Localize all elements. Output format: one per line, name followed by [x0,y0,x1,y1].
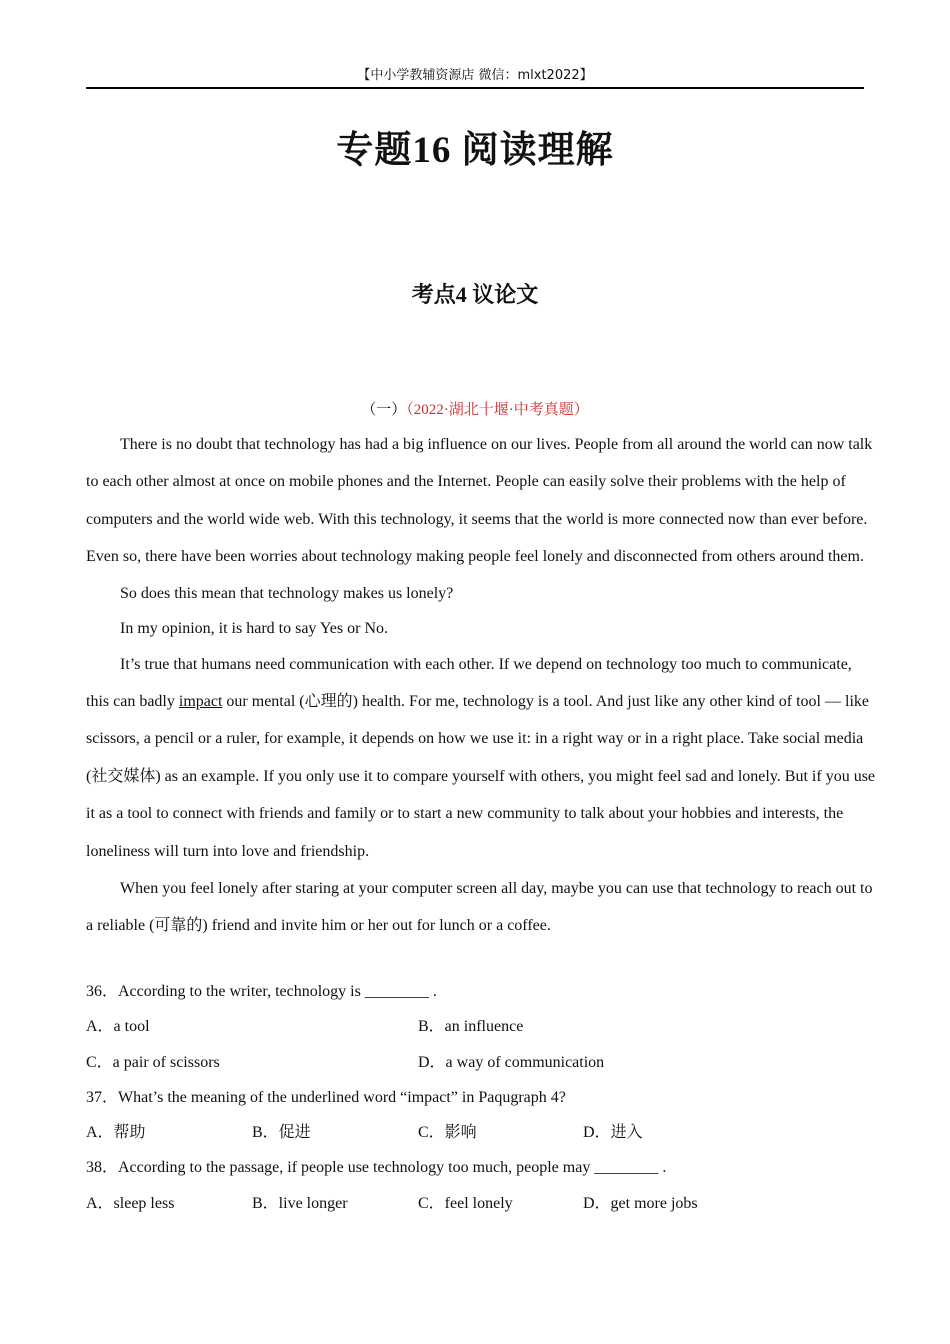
question-36-options-row-1 [86,1009,876,1044]
question-37-option-c: C．影响 [418,1124,477,1142]
passage-number: （一） [361,402,407,418]
question-38-options [86,1186,876,1221]
question-36-options-row-2 [86,1045,876,1080]
question-38-stem: 38．According to the passage, if people use technology too much, people may ________ . [86,1159,667,1177]
question-38-option-a: A．sleep less [86,1194,175,1212]
question-36-option-b: B．an influence [418,1018,524,1036]
header-divider [86,87,864,89]
question-list [86,974,876,1221]
question-37-option-b: B．促进 [252,1124,311,1142]
question-36-stem: 36．According to the writer, technology is ________ . [86,983,437,1000]
paragraph-3: In my opinion, it is hard to say Yes or No. [120,619,388,637]
section-subtitle: 考点4 议论文 [411,282,539,307]
paragraph-4 [86,646,876,870]
question-36-option-d: D．a way of communication [418,1053,605,1071]
question-36-option-c: C．a pair of scissors [86,1053,220,1071]
question-37-option-d: D．进入 [583,1124,643,1142]
question-37-option-a: A．帮助 [86,1124,146,1142]
page-header: 【中小学教辅资源店 微信：mlxt2022】 [357,68,593,83]
exam-source-label: （2022·湖北十堰·中考真题） [406,402,589,418]
page-title: 专题16 阅读理解 [336,130,614,171]
question-38-option-b: B．live longer [252,1194,348,1212]
question-38-option-c: C．feel lonely [418,1194,513,1212]
question-37-options [86,1115,876,1150]
paragraph-2: So does this mean that technology makes us lonely? [120,584,454,602]
reading-passage [86,426,876,945]
paragraph-4-start: It’s true that humans need communication with each other. If we depend on technology too much to communicate, this can badly [86,655,852,711]
question-38-option-d: D．get more jobs [583,1194,698,1212]
underlined-word: impact [178,693,223,711]
paragraph-4-end: our mental (心理的) health. For me, technology is a tool. And just like any other kind of tool — like scissors, a pencil or a ruler, for example, it depends on how we use it: in a right way or in a right place. Take social media (社交媒体) as an example. If you only use it to compare yourself with others, you might feel sad and lonely. But if you use it as a tool to connect with friends and family or to start a new community to talk about your hobbies and interests, the loneliness will turn into love and friendship. [86,693,876,860]
question-36-option-a: A．a tool [86,1018,150,1036]
paragraph-5: When you feel lonely after staring at your computer screen all day, maybe you can use that technology to reach out to a reliable (可靠的) friend and invite him or her out for lunch or a coffee. [86,880,873,935]
question-37-stem: 37．What’s the meaning of the underlined word “impact” in Paqugraph 4? [86,1088,566,1106]
paragraph-1: There is no doubt that technology has had a big influence on our lives. People from all around the world can now talk to each other almost at once on mobile phones and the Internet. People can easily solve their problems with the help of computers and the world wide web. With this technology, it seems that the world is more connected now than ever before. Even so, there have been worries about technology making people feel lonely and disconnected from others around them. [86,436,873,566]
passage-source [86,398,864,422]
